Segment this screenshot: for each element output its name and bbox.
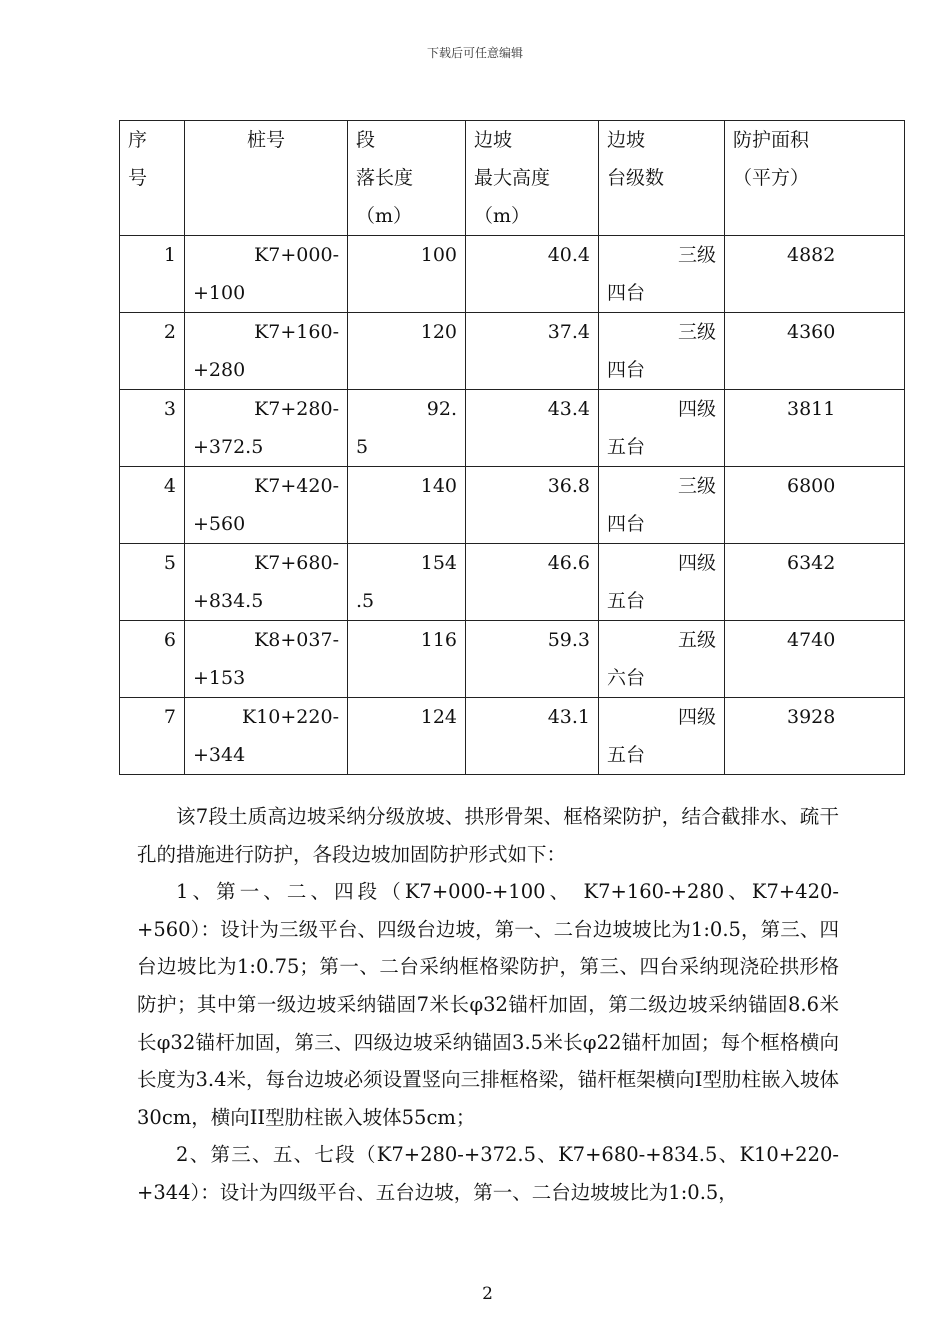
- row-serial: 6: [120, 621, 185, 698]
- row-grade: 三级 四台: [599, 313, 725, 390]
- row-length: 116: [348, 621, 466, 698]
- table-row: [120, 313, 905, 390]
- page-number: 2: [482, 1284, 493, 1304]
- row-area: 4740: [725, 621, 905, 698]
- header-pile: 桩号: [185, 121, 348, 236]
- row-pile: K7+680- +834.5: [185, 544, 348, 621]
- row-serial: 5: [120, 544, 185, 621]
- header-note: 下载后可任意编辑: [426, 46, 523, 60]
- table-row: [120, 698, 905, 775]
- paragraph-intro: 该7段土质高边坡采纳分级放坡、拱形骨架、框格梁防护，结合截排水、疏干孔的措施进行防护，各段边坡加固防护形式如下：: [137, 805, 839, 866]
- row-height: 40.4: [466, 236, 599, 313]
- row-length: 92. 5: [348, 390, 466, 467]
- row-grade: 四级 五台: [599, 390, 725, 467]
- row-serial: 4: [120, 467, 185, 544]
- row-pile: K7+280- +372.5: [185, 390, 348, 467]
- header-serial: 序 号: [120, 121, 185, 236]
- row-area: 6800: [725, 467, 905, 544]
- table-row: [120, 390, 905, 467]
- row-serial: 3: [120, 390, 185, 467]
- slope-table: [119, 120, 905, 775]
- row-area: 4360: [725, 313, 905, 390]
- row-pile: K7+000- +100: [185, 236, 348, 313]
- paragraph-item-2: 2、第三、五、七段（K7+280-+372.5、K7+680-+834.5、K10+220-+344）：设计为四级平台、五台边坡，第一、二台边坡坡比为1:0.5，: [137, 1143, 839, 1204]
- row-grade: 三级 四台: [599, 467, 725, 544]
- paragraph-item-1: 1、第一、二、四段（K7+000-+100、 K7+160-+280、K7+420-+560）：设计为三级平台、四级台边坡，第一、二台边坡坡比为1:0.5，第三、四台边坡比为1:0.75；第一、二台采纳框格梁防护，第三、四台采纳现浇砼拱形格防护；其中第一级边坡采纳锚固7米长φ32锚杆加固，第二级边坡采纳锚固8.6米长φ32锚杆加固，第三、四级边坡采纳锚固3.5米长φ22锚杆加固；每个框格横向长度为3.4米，每台边坡必须设置竖向三排框格梁，锚杆框架横向I型肋柱嵌入坡体30cm，横向II型肋柱嵌入坡体55cm；: [137, 880, 839, 1129]
- row-height: 43.4: [466, 390, 599, 467]
- row-length: 154 .5: [348, 544, 466, 621]
- row-area: 3811: [725, 390, 905, 467]
- row-area: 4882: [725, 236, 905, 313]
- header-height: 边坡 最大高度 （m）: [466, 121, 599, 236]
- row-area: 6342: [725, 544, 905, 621]
- table-row: [120, 621, 905, 698]
- row-grade: 五级 六台: [599, 621, 725, 698]
- row-height: 37.4: [466, 313, 599, 390]
- row-serial: 1: [120, 236, 185, 313]
- row-pile: K7+160- +280: [185, 313, 348, 390]
- row-length: 120: [348, 313, 466, 390]
- table-row: [120, 236, 905, 313]
- table-row: [120, 544, 905, 621]
- row-grade: 四级 五台: [599, 698, 725, 775]
- row-pile: K7+420- +560: [185, 467, 348, 544]
- row-serial: 2: [120, 313, 185, 390]
- row-height: 46.6: [466, 544, 599, 621]
- header-area: 防护面积 （平方）: [725, 121, 905, 236]
- row-pile: K10+220- +344: [185, 698, 348, 775]
- header-length: 段 落长度 （m）: [348, 121, 466, 236]
- row-grade: 三级 四台: [599, 236, 725, 313]
- row-length: 100: [348, 236, 466, 313]
- row-length: 140: [348, 467, 466, 544]
- table-row: [120, 467, 905, 544]
- row-height: 36.8: [466, 467, 599, 544]
- row-height: 43.1: [466, 698, 599, 775]
- body-text: [137, 798, 839, 1212]
- row-serial: 7: [120, 698, 185, 775]
- row-height: 59.3: [466, 621, 599, 698]
- table-header-row: [120, 121, 905, 236]
- row-grade: 四级 五台: [599, 544, 725, 621]
- row-length: 124: [348, 698, 466, 775]
- row-area: 3928: [725, 698, 905, 775]
- header-grade: 边坡 台级数: [599, 121, 725, 236]
- row-pile: K8+037- +153: [185, 621, 348, 698]
